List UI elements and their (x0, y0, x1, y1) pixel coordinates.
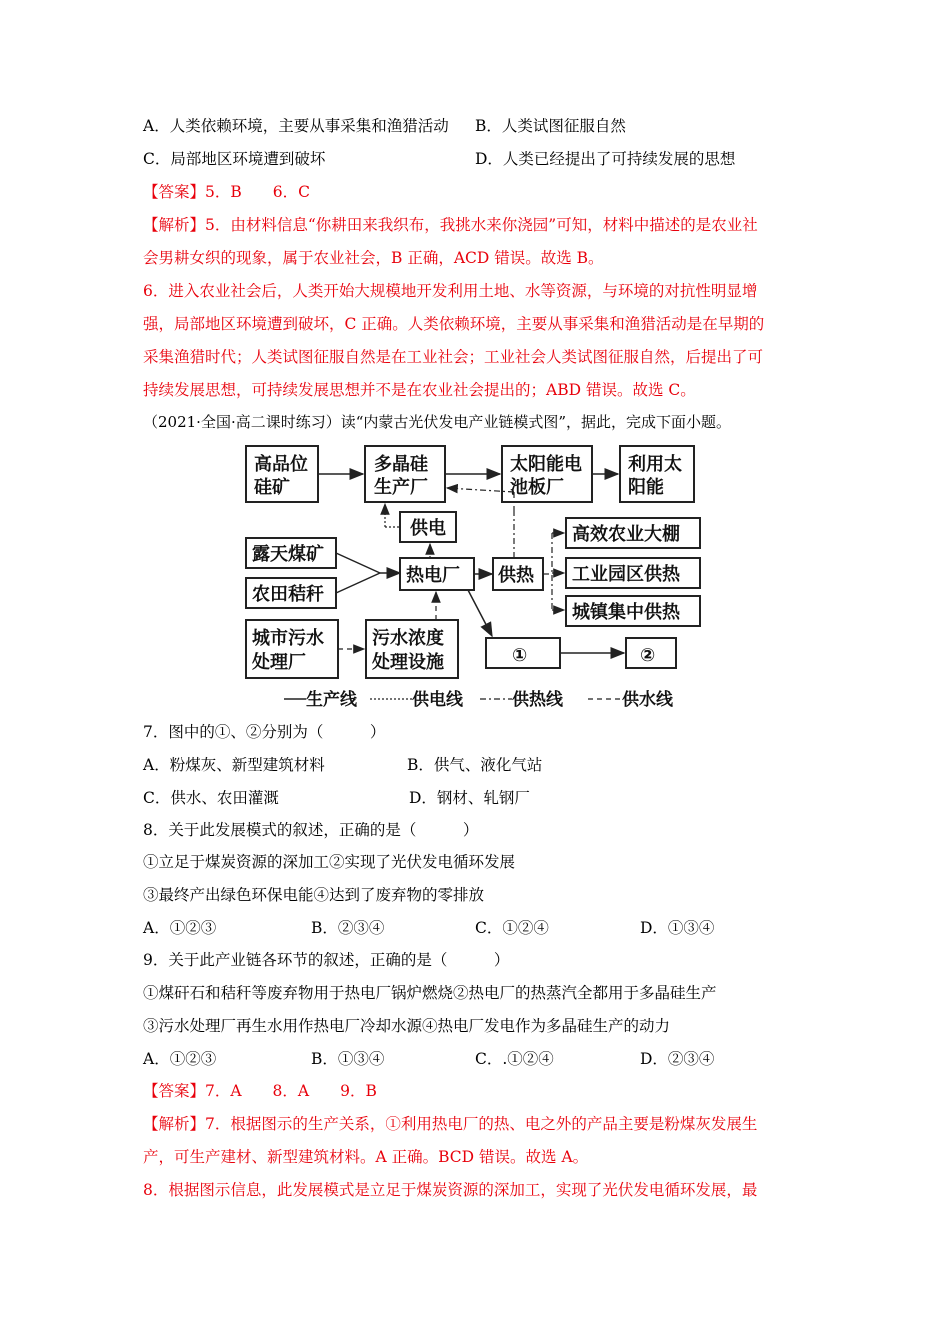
q9-statements-1: ①煤矸石和秸秆等废弃物用于热电厂锅炉燃烧②热电厂的热蒸汽全都用于多晶硅生产 (143, 984, 717, 1002)
analysis-7-line-1: 【解析】7．根据图示的生产关系，①利用热电厂的热、电之外的产品主要是粉煤灰发展生 (143, 1115, 758, 1133)
analysis-6-line-4: 持续发展思想，可持续发展思想并不是在农业社会提出的；ABD 错误。故选 C。 (143, 381, 696, 399)
q5-option-d: D．人类已经提出了可持续发展的思想 (475, 150, 736, 168)
product-2-label: ② (640, 645, 656, 666)
industry-chain-diagram (240, 440, 710, 712)
use-solar-l1: 利用太 (628, 454, 682, 475)
solar-panel-l2: 池板厂 (510, 477, 564, 498)
legend-heat: 供热线 (512, 690, 563, 710)
product-1-label: ① (512, 645, 528, 666)
q8-statements-1: ①立足于煤炭资源的深加工②实现了光伏发电循环发展 (143, 853, 516, 871)
analysis-6-line-2: 强，局部地区环境遭到破坏，C 正确。人类依赖环境，主要从事采集和渔猎活动是在早期的 (143, 315, 765, 333)
agri-greenhouse-label: 高效农业大棚 (572, 524, 680, 545)
q9-option-a: A．①②③ (143, 1050, 217, 1068)
sewage-plant-l2: 处理厂 (252, 652, 306, 673)
q7-stem: 7．图中的①、②分别为（ ） (143, 723, 386, 741)
q8-option-c: C．①②④ (475, 919, 549, 937)
silicon-mine-l2: 硅矿 (254, 477, 290, 498)
q8-option-a: A．①②③ (143, 919, 217, 937)
sewage-treatment-l2: 处理设施 (372, 652, 444, 673)
q7-option-d: D．钢材、轧钢厂 (409, 789, 530, 807)
industrial-heat-label: 工业园区供热 (572, 564, 680, 585)
legend-water: 供水线 (622, 690, 673, 710)
straw-label: 农田秸秆 (252, 584, 324, 605)
polysilicon-l1: 多晶硅 (374, 454, 428, 475)
q7-option-b: B．供气、液化气站 (407, 756, 543, 774)
analysis-5-line-1: 【解析】5．由材料信息“你耕田来我织布，我挑水来你浇园”可知，材料中描述的是农业社 (143, 216, 758, 234)
answer-5-6: 【答案】5．B 6．C (143, 183, 310, 201)
q5-option-a: A．人类依赖环境，主要从事采集和渔猎活动 (143, 117, 449, 135)
analysis-5-line-2: 会男耕女织的现象，属于农业社会，B 正确，ACD 错误。故选 B。 (143, 249, 604, 267)
power-supply-label: 供电 (410, 518, 446, 539)
polysilicon-l2: 生产厂 (374, 477, 428, 498)
legend-power: 供电线 (412, 690, 463, 710)
q8-stem: 8．关于此发展模式的叙述，正确的是（ ） (143, 821, 479, 839)
heat-supply-label: 供热 (498, 565, 534, 586)
analysis-7-line-2: 产，可生产建材、新型建筑材料。A 正确。BCD 错误。故选 A。 (143, 1148, 589, 1166)
q9-stem: 9．关于此产业链各环节的叙述，正确的是（ ） (143, 951, 510, 969)
q8-option-b: B．②③④ (311, 919, 385, 937)
town-heat-label: 城镇集中供热 (572, 602, 680, 623)
sewage-plant-l1: 城市污水 (252, 628, 324, 649)
q9-statements-2: ③污水处理厂再生水用作热电厂冷却水源④热电厂发电作为多晶硅生产的动力 (143, 1017, 671, 1035)
q7-option-a: A．粉煤灰、新型建筑材料 (143, 756, 325, 774)
sewage-treatment-l1: 污水浓度 (372, 628, 444, 649)
solar-panel-l1: 太阳能电 (510, 454, 582, 475)
use-solar-l2: 阳能 (628, 477, 664, 498)
analysis-8-line-1: 8．根据图示信息，此发展模式是立足于煤炭资源的深加工，实现了光伏发电循环发展，最 (143, 1181, 758, 1199)
q9-option-c: C．.①②④ (475, 1050, 554, 1068)
q5-option-c: C．局部地区环境遭到破坏 (143, 150, 326, 168)
analysis-6-line-3: 采集渔猎时代；人类试图征服自然是在工业社会；工业社会人类试图征服自然，后提出了可 (143, 348, 764, 366)
q5-option-b: B．人类试图征服自然 (475, 117, 626, 135)
q8-statements-2: ③最终产出绿色环保电能④达到了废弃物的零排放 (143, 886, 485, 904)
q7-option-c: C．供水、农田灌溉 (143, 789, 279, 807)
legend-production: 生产线 (306, 690, 357, 710)
q9-option-d: D．②③④ (640, 1050, 715, 1068)
silicon-mine-l1: 高品位 (254, 454, 308, 475)
open-pit-coal-label: 露天煤矿 (252, 544, 324, 565)
q9-option-b: B．①③④ (311, 1050, 385, 1068)
q8-option-d: D．①③④ (640, 919, 715, 937)
source-line: （2021·全国·高二课时练习）读“内蒙古光伏发电产业链模式图”，据此，完成下面小题。 (143, 413, 732, 431)
answer-7-9: 【答案】7．A 8．A 9．B (143, 1082, 377, 1100)
thermal-plant-label: 热电厂 (406, 565, 460, 586)
analysis-6-line-1: 6．进入农业社会后，人类开始大规模地开发利用土地、水等资源，与环境的对抗性明显增 (143, 282, 758, 300)
